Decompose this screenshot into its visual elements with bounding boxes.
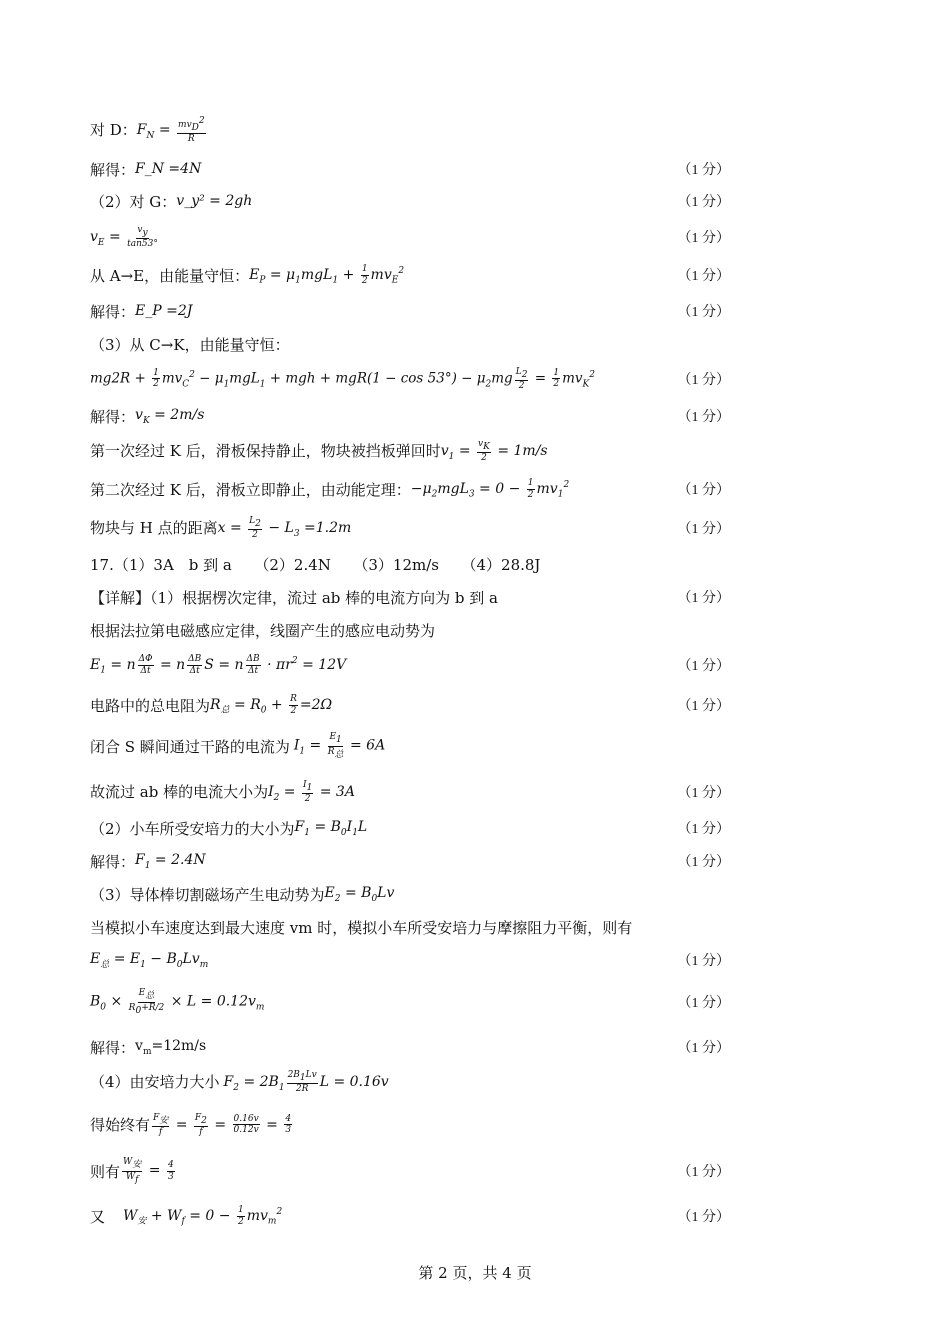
line-math: E_P =2J — [135, 303, 193, 319]
line-text: 故流过 ab 棒的电流大小为 — [90, 783, 269, 802]
line-text: （2）对 G： — [90, 192, 177, 211]
line-14 — [90, 613, 730, 647]
score-label: （1 分） — [677, 1210, 730, 1225]
line-20: 解得： $F_1 = 2.4N$ （1 分） — [90, 851, 730, 871]
line-text: 第一次经过 K 后，滑板保持静止，物块被挡板弹回时 — [90, 442, 441, 461]
score-label: （1 分） — [677, 305, 730, 320]
line-text: 对 D： — [90, 121, 137, 140]
score-label: （1 分） — [677, 269, 730, 284]
score-label: （1 分） — [677, 522, 730, 537]
line-22 — [90, 910, 730, 944]
score-label: （1 分） — [677, 786, 730, 801]
line-26: （4）由安培力大小 $F_2 = 2B_1$ $\frac{2B_1Lv}{2R}$ L = 0.16v — [90, 1069, 389, 1094]
score-label: （1 分） — [677, 1041, 730, 1056]
line-text: 物块与 H 点的距离 — [90, 519, 218, 538]
line-2 — [90, 184, 730, 218]
line-15: $E_1 = n$ $\frac{\Delta\Phi}{\Delta t}$ = n $\frac{\Delta B}{\Delta t}$ S = n $\frac{\Delta B}{\Delta t}$ · $\pi r^2 = 12V$ （1 分） — [90, 654, 730, 676]
score-label: （1 分） — [677, 591, 730, 606]
line-17: 闭合 S 瞬间通过干路的电流为 $I_1$ = $\frac{E_1}{R_总}$ = 6A — [90, 732, 386, 760]
line-1 — [90, 152, 730, 186]
line-text: 从 A→E，由能量守恒： — [90, 266, 250, 285]
line-27: 得始终有 $\frac{F_安}{f}$ = $\frac{F_2}{f}$ = $\frac{0.16v}{0.12v}$ = $\frac{4}{3}$ — [90, 1112, 292, 1137]
line-29: 又 $W_安 + W_f = 0$ − $\frac{1}{2}$ $mv_m^2$ （1 分） — [90, 1205, 730, 1227]
line-0: 对 D： $F_N$ = $\frac{mv_D^2}{R}$ — [90, 115, 205, 144]
line-text: 解得： — [90, 160, 136, 179]
score-label: （1 分） — [677, 699, 730, 714]
line-text: （4）由安培力大小 — [90, 1073, 220, 1092]
line-5 — [90, 294, 730, 328]
line-math: F_N =4N — [135, 161, 202, 177]
line-25: 解得： $v_m=12m/s$ （1 分） — [90, 1037, 730, 1057]
score-label: （1 分） — [677, 1165, 730, 1180]
score-label: （1 分） — [677, 195, 730, 210]
line-text: （3）导体棒切割磁场产生电动势为 — [90, 885, 325, 904]
line-8: 解得： $v_K = 2m/s$ （1 分） — [90, 406, 730, 426]
line-text: 闭合 S 瞬间通过干路的电流为 — [90, 737, 290, 756]
line-text: 当模拟小车速度达到最大速度 vm 时，模拟小车所受安培力与摩擦阻力平衡，则有 — [90, 918, 633, 937]
line-18: 故流过 ab 棒的电流大小为 $I_2$ = $\frac{I_1}{2}$ = 3A （1 分） — [90, 779, 730, 804]
line-19: （2）小车所受安培力的大小为 $F_1 = B_0I_1L$ （1 分） — [90, 818, 730, 838]
line-text: 则有 — [90, 1162, 121, 1181]
score-label: （1 分） — [677, 483, 730, 498]
line-text: 电路中的总电阻为 — [90, 696, 211, 715]
score-label: （1 分） — [677, 659, 730, 674]
line-10: 第二次经过 K 后，滑板立即静止，由动能定理： $-\mu_2mgL_3 = 0$ − $\frac{1}{2}$ $mv_1^2$ （1 分） — [90, 478, 730, 500]
line-text: 第二次经过 K 后，滑板立即静止，由动能定理： — [90, 480, 411, 499]
line-4: 从 A→E，由能量守恒： $E_P = \mu_1mgL_1$ + $\frac{1}{2}$ $mv_E^2$ （1 分） — [90, 264, 730, 286]
line-text: 【详解】（1）根据楞次定律，流过 ab 棒的电流方向为 b 到 a — [90, 588, 498, 607]
line-16: 电路中的总电阻为 $R_总 = R_0$ + $\frac{R}{2}$ =2Ω （1 分） — [90, 694, 730, 716]
score-label: （1 分） — [677, 410, 730, 425]
line-text: 解得： — [90, 302, 136, 321]
line-text: （3）从 C→K，由能量守恒： — [90, 335, 290, 354]
line-text: 解得： — [90, 1038, 136, 1057]
score-label: （1 分） — [677, 373, 730, 388]
line-text: （2）小车所受安培力的大小为 — [90, 819, 295, 838]
line-23: $E_总 = E_1 - B_0Lv_m$ （1 分） — [90, 950, 730, 970]
line-math: v_y² = 2gh — [176, 193, 253, 209]
line-7: mg2R + $\frac{1}{2}$ $mv_C^2 - \mu_1mgL_1$ + mgh + $mgR(1 - \cos 53^\circ) - \mu_2mg$ $\frac{L_2}{2}$ = $\frac{1}{2}$ $mv_K^2$ （1 分） — [90, 366, 730, 391]
line-12 — [90, 547, 730, 581]
score-label: （1 分） — [677, 231, 730, 246]
score-label: （1 分） — [677, 855, 730, 870]
line-13 — [90, 580, 730, 614]
line-9: 第一次经过 K 后，滑板保持静止，物块被挡板弹回时 $v_1$ = $\frac{v_K}{2}$ = 1m/s — [90, 438, 548, 463]
line-21: （3）导体棒切割磁场产生电动势为 $E_2 = B_0Lv$ — [90, 884, 395, 904]
score-label: （1 分） — [677, 822, 730, 837]
score-label: （1 分） — [677, 996, 730, 1011]
line-24: $B_0$ × $\frac{E_总}{R_0+R/2}$ × $L = 0.12v_m$ （1 分） — [90, 988, 730, 1016]
line-28: 则有 $\frac{W_安}{W_f}$ = $\frac{4}{3}$ （1 分） — [90, 1157, 730, 1185]
page-footer: 第 2 页，共 4 页 — [418, 1264, 532, 1282]
line-text: 17.（1）3A b 到 a （2）2.4N （3）12m/s （4）28.8J — [90, 555, 541, 574]
line-text: 解得： — [90, 852, 136, 871]
score-label: （1 分） — [677, 954, 730, 969]
line-text: 根据法拉第电磁感应定律，线圈产生的感应电动势为 — [90, 621, 436, 640]
line-text: 得始终有 — [90, 1116, 151, 1135]
line-text: 又 — [90, 1207, 106, 1226]
line-6 — [90, 327, 730, 361]
line-text: 解得： — [90, 407, 136, 426]
line-11: 物块与 H 点的距离 x = $\frac{L_2}{2}$ − $L_3 =1.2m$ （1 分） — [90, 515, 730, 540]
line-3: $v_E$ = $\frac{v_y}{\tan 53^\circ}$ （1 分） — [90, 224, 730, 249]
score-label: （1 分） — [677, 163, 730, 178]
